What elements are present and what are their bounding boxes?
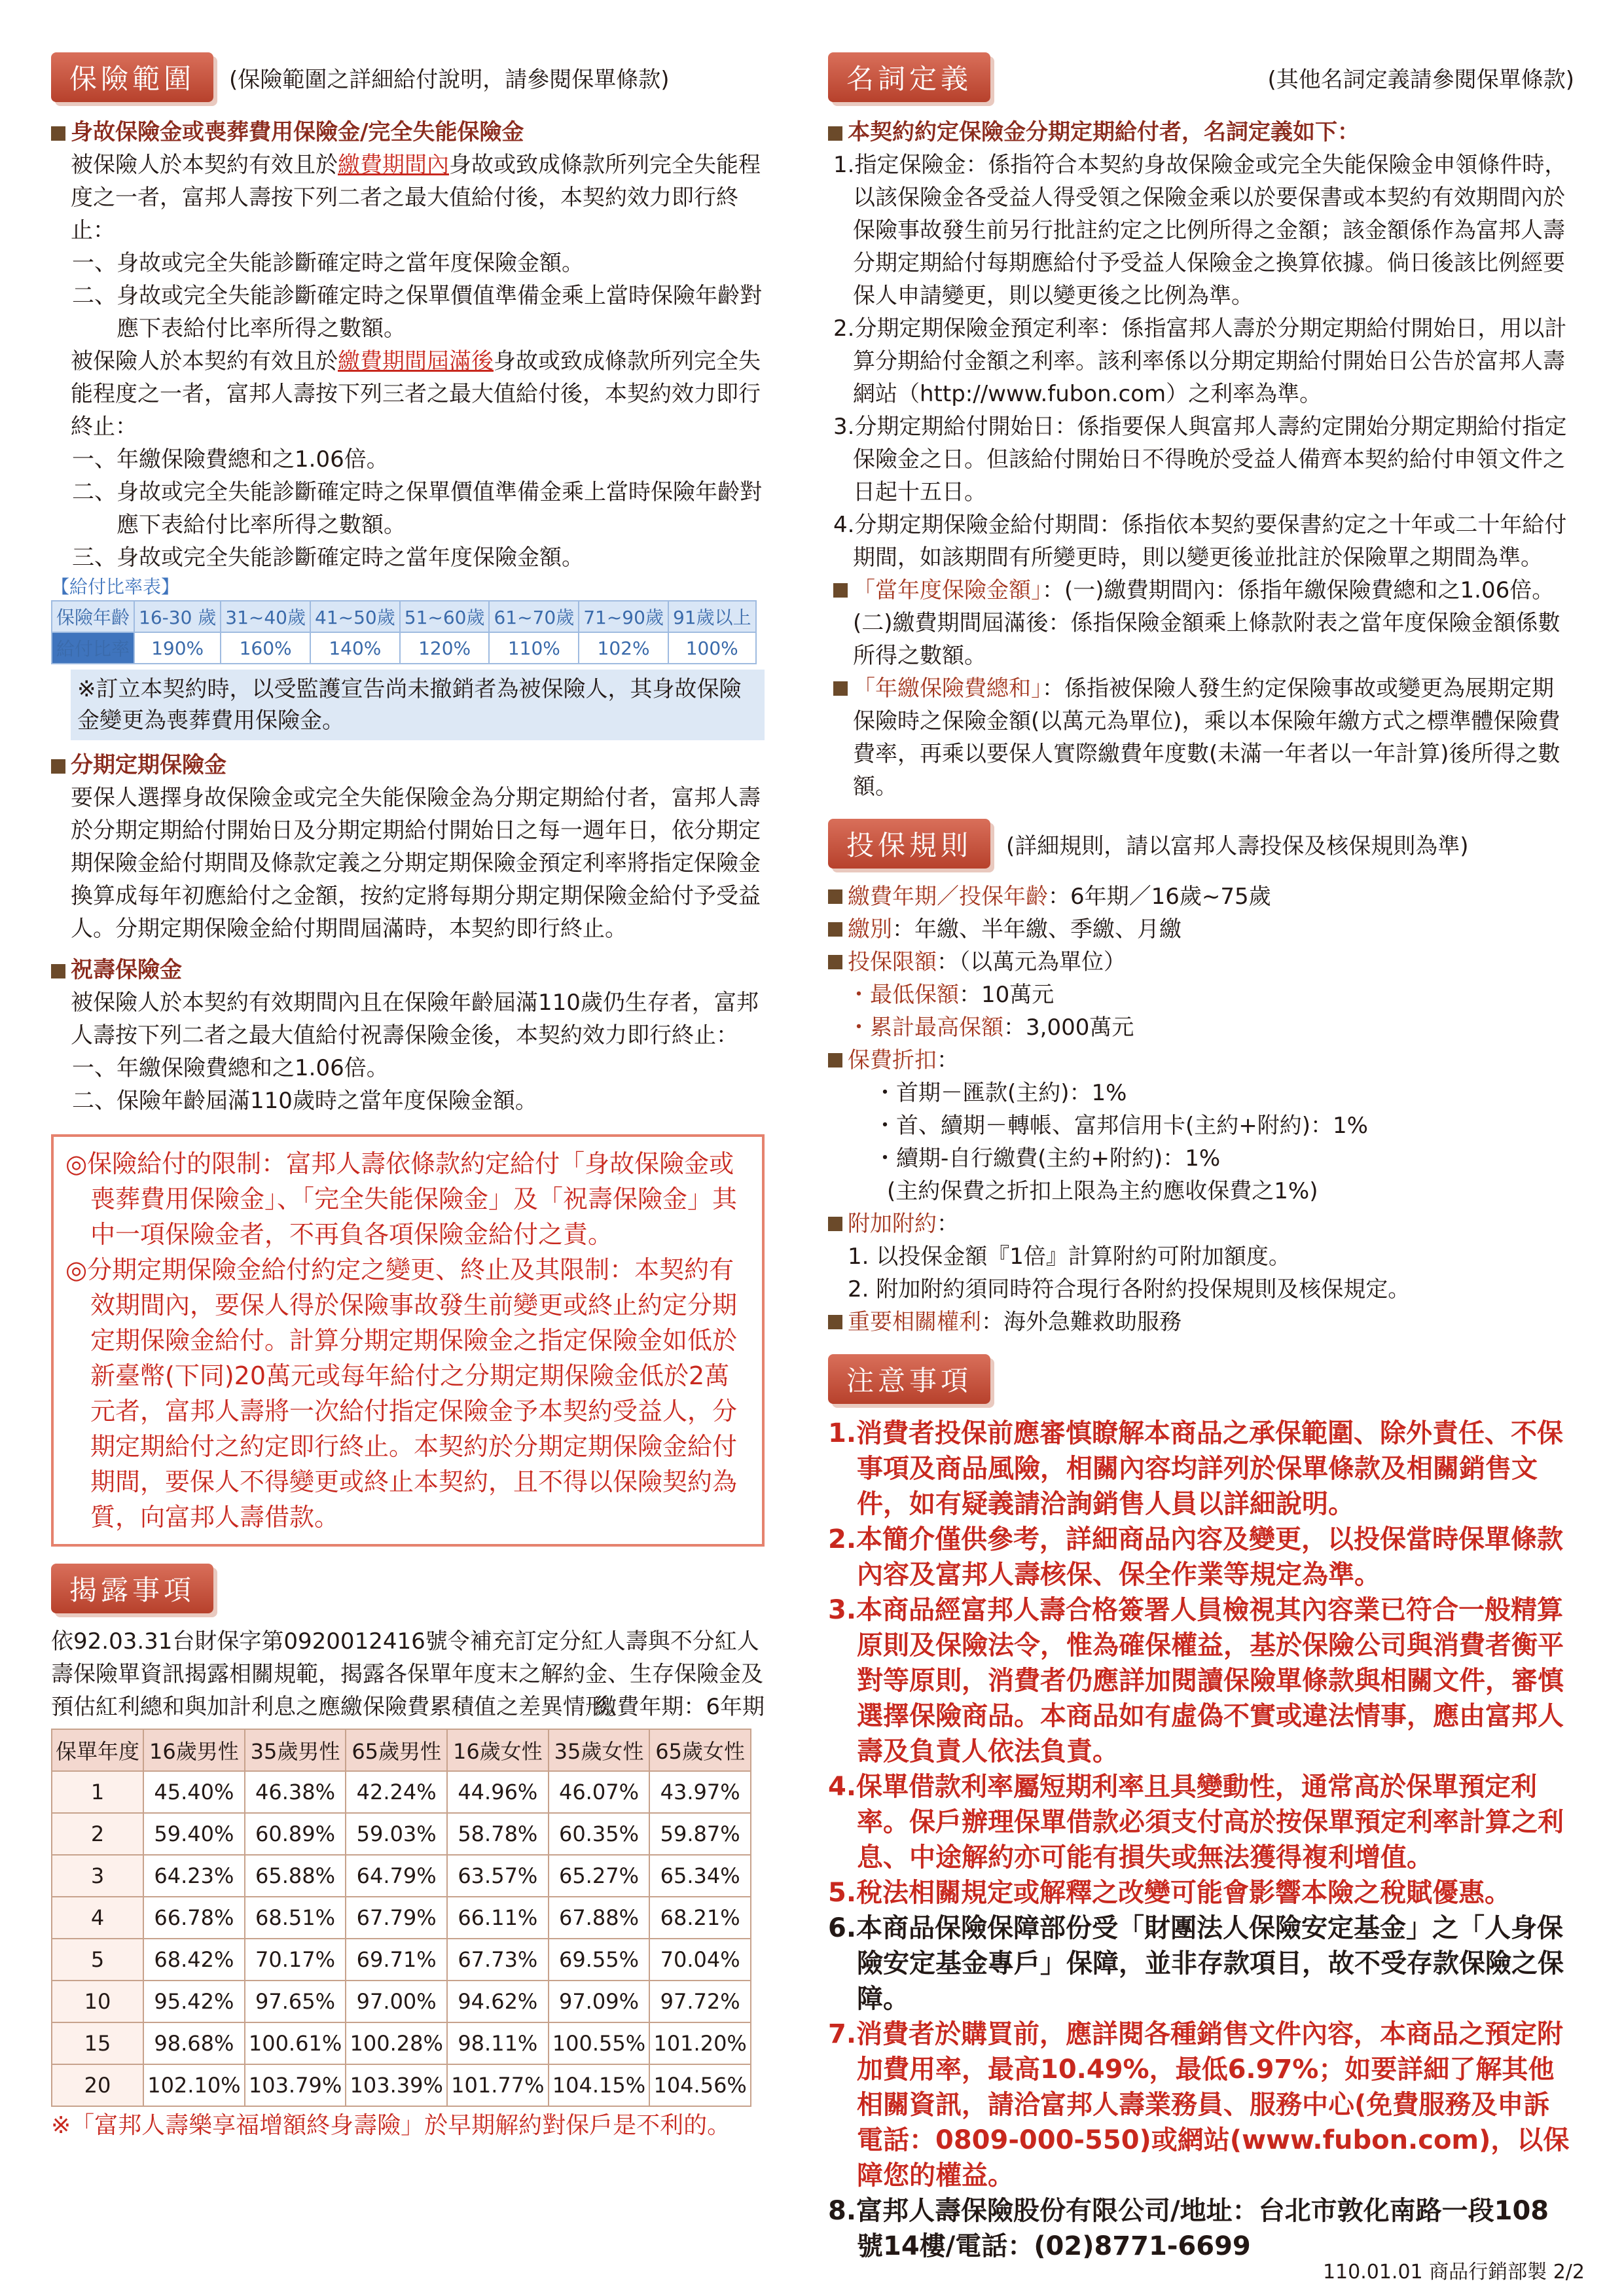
death-item: 一、年繳保險費總和之1.06倍。 bbox=[72, 446, 389, 473]
table-cell: 69.55% bbox=[549, 1939, 650, 1981]
table-cell: 15 bbox=[52, 2022, 143, 2064]
attention-item: 2.本簡介僅供參考，詳細商品內容及變更，以投保當時保單條款內容及富邦人壽核保、保全作業等規定為準。 bbox=[828, 1524, 1564, 1590]
rate-note: ※訂立本契約時，以受監護宣告尚未撤銷者為被保險人，其身故保險金變更為喪葬費用保險金。 bbox=[71, 670, 765, 740]
table-row bbox=[52, 1939, 751, 1981]
limit-item: ◎保險給付的限制：富邦人壽依條款約定給付「身故保險金或喪葬費用保險金」、「完全失能保險金」及「祝壽保險金」其中一項保險金者，不再負各項保險金給付之責。 bbox=[65, 1149, 738, 1249]
definition-item: 3.分期定期給付開始日：係指要保人與富邦人壽約定開始分期定期給付指定保險金之日。但該給付開始日不得晚於受益人備齊本契約給付申領文件之日起十五日。 bbox=[833, 414, 1567, 505]
table-cell: 20 bbox=[52, 2064, 143, 2106]
disclosure-text: 依92.03.31台財保字第0920012416號令補充訂定分紅人壽與不分紅人壽保險單資訊揭露相關規範，揭露各保單年度末之解約金、生存保險金及預估紅利總和與加計利息之應繳保險費累積值之差異情形。 bbox=[51, 1628, 763, 1720]
table-header-cell: 35歲女性 bbox=[549, 1729, 650, 1771]
rate-value-cell: 102% bbox=[579, 632, 668, 664]
rule-item: 投保限額：（以萬元為單位） bbox=[828, 946, 1574, 978]
attention-item: 6.本商品保險保障部份受「財團法人保險安定基金」之「人身保險安定基金專戶」保障，並非存款項目，故不受存款保險之保障。 bbox=[828, 1913, 1564, 2014]
rate-table-caption: 【給付比率表】 bbox=[51, 576, 180, 598]
rate-value-cell: 190% bbox=[134, 632, 221, 664]
death-item: 一、身故或完全失能診斷確定時之當年度保險金額。 bbox=[72, 250, 584, 276]
table-cell: 64.79% bbox=[346, 1855, 447, 1897]
square-bullet-icon bbox=[828, 126, 842, 141]
definition-item: 「年繳保險費總和」：係指被保險人發生約定保險事故或變更為展期定期保險時之保險金額(以萬元為單位)，乘以本保險年繳方式之標準體保險費費率，再乘以要保人實際繳費年度數(未滿一年者以一年計算)後所得之數額。 bbox=[828, 672, 1574, 803]
limits-box bbox=[51, 1134, 765, 1547]
table-cell: 59.87% bbox=[649, 1813, 751, 1855]
table-cell: 100.61% bbox=[245, 2022, 346, 2064]
table-header-row bbox=[52, 1729, 751, 1771]
rule-subitem: ・累計最高保額：3,000萬元 bbox=[848, 1014, 1134, 1041]
rule-subitem: 1. 以投保金額『1倍』計算附約可附加額度。 bbox=[848, 1244, 1291, 1270]
table-cell: 68.21% bbox=[649, 1897, 751, 1939]
table-cell: 100.28% bbox=[346, 2022, 447, 2064]
table-cell: 5 bbox=[52, 1939, 143, 1981]
table-cell: 70.17% bbox=[245, 1939, 346, 1981]
definitions-title: 本契約約定保險金分期定期給付者，名詞定義如下： bbox=[828, 114, 1574, 146]
coverage-note: (保險範圍之詳細給付說明，請參閱保單條款) bbox=[229, 66, 670, 93]
table-row bbox=[52, 1813, 751, 1855]
death-item: 三、身故或完全失能診斷確定時之當年度保險金額。 bbox=[72, 545, 584, 571]
table-row bbox=[52, 1897, 751, 1939]
attention-item: 3.本商品經富邦人壽合格簽署人員檢視其內容業已符合一般精算原則及保險法令，惟為確保權益，基於保險公司與消費者衡平對等原則，消費者仍應詳加閱讀保險單條款與相關文件，審慎選擇保險商品。本商品如有虛偽不實或違法情事，應由富邦人壽及負責人依法負責。 bbox=[828, 1595, 1564, 1767]
table-cell: 59.40% bbox=[143, 1813, 245, 1855]
payment-period: 繳費年期：6年期 bbox=[594, 1694, 765, 1720]
table-cell: 43.97% bbox=[649, 1771, 751, 1813]
table-cell: 104.56% bbox=[649, 2064, 751, 2106]
installment-title: 分期定期保險金 bbox=[51, 747, 765, 779]
table-cell: 97.00% bbox=[346, 1981, 447, 2022]
table-header-cell: 16歲男性 bbox=[143, 1729, 245, 1771]
square-bullet-icon bbox=[51, 964, 65, 978]
table-cell: 44.96% bbox=[447, 1771, 549, 1813]
rule-subitem: ・續期-自行繳費(主約+附約)：1% bbox=[874, 1145, 1221, 1172]
rate-age-cell: 51~60歲 bbox=[400, 601, 490, 632]
attention-header bbox=[828, 1354, 1574, 1404]
installment-text: 要保人選擇身故保險金或完全失能保險金為分期定期給付者，富邦人壽於分期定期給付開始日及分期定期給付開始日之每一週年日，依分期定期保險金給付期間及條款定義之分期定期保險金預定利率將指定保險金換算成每年初應給付之金額，按約定將每期分期定期保險金給付予受益人。分期定期保險金給付期間屆滿時，本契約即行終止。 bbox=[71, 785, 761, 942]
rule-item: 保費折扣： bbox=[828, 1044, 1574, 1077]
table-cell: 98.11% bbox=[447, 2022, 549, 2064]
disclosure-table bbox=[51, 1729, 751, 2107]
table-row bbox=[52, 1981, 751, 2022]
table-cell: 104.15% bbox=[549, 2064, 650, 2106]
table-row bbox=[52, 2064, 751, 2106]
square-bullet-icon bbox=[51, 126, 65, 141]
table-cell: 95.42% bbox=[143, 1981, 245, 2022]
table-cell: 60.35% bbox=[549, 1813, 650, 1855]
rate-age-cell: 31~40歲 bbox=[221, 601, 310, 632]
rate-value-cell: 160% bbox=[221, 632, 310, 664]
rate-age-cell: 41~50歲 bbox=[310, 601, 400, 632]
table-header-cell: 65歲男性 bbox=[346, 1729, 447, 1771]
attention-body bbox=[828, 1416, 1574, 2264]
definitions-header bbox=[828, 52, 1574, 102]
rules-body bbox=[828, 880, 1574, 1338]
rate-age-cell: 61~70歲 bbox=[489, 601, 579, 632]
table-cell: 66.78% bbox=[143, 1897, 245, 1939]
table-header-cell: 65歲女性 bbox=[649, 1729, 751, 1771]
rate-value-cell: 120% bbox=[400, 632, 490, 664]
table-cell: 103.79% bbox=[245, 2064, 346, 2106]
death-item: 二、身故或完全失能診斷確定時之保單價值準備金乘上當時保險年齡對應下表給付比率所得之數額。 bbox=[72, 479, 762, 538]
table-cell: 67.79% bbox=[346, 1897, 447, 1939]
table-cell: 101.77% bbox=[447, 2064, 549, 2106]
table-cell: 67.73% bbox=[447, 1939, 549, 1981]
table-header-cell: 16歲女性 bbox=[447, 1729, 549, 1771]
definition-item: 4.分期定期保險金給付期間：係指依本契約要保書約定之十年或二十年給付期間，如該期間有所變更時，則以變更後並批註於保險單之期間為準。 bbox=[833, 512, 1567, 571]
death-benefit-para1: 被保險人於本契約有效且於繳費期間內身故或致成條款所列完全失能程度之一者，富邦人壽按下列二者之最大值給付後，本契約效力即行終止： bbox=[71, 152, 761, 243]
table-row bbox=[52, 1855, 751, 1897]
definition-item: 1.指定保險金：係指符合本契約身故保險金或完全失能保險金申領條件時，以該保險金各受益人得受領之保險金乘以於要保書或本契約有效期間內於保險事故發生前另行批註約定之比例所得之金額；該金額係作為富邦人壽分期定期給付每期應給付予受益人保險金之換算依據。倘日後該比例經要保人申請變更，則以變更後之比例為準。 bbox=[833, 152, 1567, 309]
attention-item: 5.稅法相關規定或解釋之改變可能會影響本險之稅賦優惠。 bbox=[828, 1878, 1511, 1908]
definition-item: 2.分期定期保險金預定利率：係指富邦人壽於分期定期給付開始日，用以計算分期給付金額之利率。該利率係以分期定期給付開始日公告於富邦人壽網站（http://www.fubon.com）之利率為準。 bbox=[833, 315, 1567, 407]
table-cell: 60.89% bbox=[245, 1813, 346, 1855]
rule-subitem: ・首期－匯款(主約)：1% bbox=[874, 1080, 1127, 1106]
table-cell: 66.11% bbox=[447, 1897, 549, 1939]
table-cell: 1 bbox=[52, 1771, 143, 1813]
longevity-item: 一、年繳保險費總和之1.06倍。 bbox=[72, 1055, 389, 1081]
table-cell: 2 bbox=[52, 1813, 143, 1855]
table-cell: 100.55% bbox=[549, 2022, 650, 2064]
table-header-cell: 35歲男性 bbox=[245, 1729, 346, 1771]
definition-item: 「當年度保險金額」：(一)繳費期間內：係指年繳保險費總和之1.06倍。(二)繳費期間屆滿後：係指保險金額乘上條款附表之當年度保險金額係數所得之數額。 bbox=[828, 574, 1574, 672]
table-cell: 97.72% bbox=[649, 1981, 751, 2022]
table-cell: 63.57% bbox=[447, 1855, 549, 1897]
rate-age-cell: 16-30 歲 bbox=[134, 601, 221, 632]
attention-item: 1.消費者投保前應審慎瞭解本商品之承保範圍、除外責任、不保事項及商品風險，相關內容均詳列於保單條款及相關銷售文件，如有疑義請洽詢銷售人員以詳細說明。 bbox=[828, 1418, 1564, 1519]
table-cell: 69.71% bbox=[346, 1939, 447, 1981]
coverage-header bbox=[51, 52, 765, 102]
table-cell: 68.42% bbox=[143, 1939, 245, 1981]
table-row bbox=[52, 2022, 751, 2064]
rate-value-cell: 100% bbox=[668, 632, 756, 664]
table-cell: 98.68% bbox=[143, 2022, 245, 2064]
definitions-tag: 名詞定義 bbox=[828, 52, 990, 102]
definitions-body bbox=[828, 114, 1574, 803]
rule-item: 附加附約： bbox=[828, 1208, 1574, 1240]
table-cell: 97.65% bbox=[245, 1981, 346, 2022]
rate-age-cell: 91歲以上 bbox=[668, 601, 756, 632]
longevity-title: 祝壽保險金 bbox=[51, 952, 765, 984]
table-cell: 58.78% bbox=[447, 1813, 549, 1855]
rate-age-cell: 71~90歲 bbox=[579, 601, 668, 632]
table-cell: 103.39% bbox=[346, 2064, 447, 2106]
table-cell: 65.27% bbox=[549, 1855, 650, 1897]
early-surrender-warning: ※「富邦人壽樂享福增額終身壽險」於早期解約對保戶是不利的。 bbox=[51, 2112, 731, 2139]
rule-subitem: ・最低保額：10萬元 bbox=[848, 982, 1055, 1008]
footer: 110.01.01 商品行銷部製 2/2 bbox=[1322, 2261, 1585, 2284]
table-cell: 42.24% bbox=[346, 1771, 447, 1813]
table-cell: 67.88% bbox=[549, 1897, 650, 1939]
table-header-cell: 保單年度 bbox=[52, 1729, 143, 1771]
table-cell: 10 bbox=[52, 1981, 143, 2022]
death-benefit-title: 身故保險金或喪葬費用保險金/完全失能保險金 bbox=[51, 114, 765, 146]
rule-subitem: (主約保費之折扣上限為主約應收保費之1%) bbox=[887, 1178, 1318, 1204]
table-cell: 46.07% bbox=[549, 1771, 650, 1813]
rule-item: 重要相關權利：海外急難救助服務 bbox=[828, 1306, 1574, 1338]
rate-value-cell: 110% bbox=[489, 632, 579, 664]
longevity-text: 被保險人於本契約有效期間內且在保險年齡屆滿110歲仍生存者，富邦人壽按下列二者之最大值給付祝壽保險金後，本契約效力即行終止： bbox=[71, 990, 759, 1049]
left-column bbox=[51, 52, 765, 2141]
right-column bbox=[828, 52, 1574, 2264]
table-cell: 65.34% bbox=[649, 1855, 751, 1897]
rate-value-cell: 140% bbox=[310, 632, 400, 664]
table-cell: 102.10% bbox=[143, 2064, 245, 2106]
table-cell: 4 bbox=[52, 1897, 143, 1939]
table-cell: 68.51% bbox=[245, 1897, 346, 1939]
table-cell: 65.88% bbox=[245, 1855, 346, 1897]
attention-tag: 注意事項 bbox=[828, 1354, 990, 1404]
table-cell: 3 bbox=[52, 1855, 143, 1897]
rule-item: 繳費年期／投保年齡：6年期／16歲~75歲 bbox=[828, 880, 1574, 913]
coverage-tag: 保險範圍 bbox=[51, 52, 213, 102]
rules-tag: 投保規則 bbox=[828, 819, 990, 869]
definitions-note: (其他名詞定義請參閱保單條款) bbox=[1267, 66, 1574, 93]
attention-item: 7.消費者於購買前，應詳閱各種銷售文件內容，本商品之預定附加費用率，最高10.49%，最低6.97%；如要詳細了解其他相關資訊，請洽富邦人壽業務員、服務中心(免費服務及申訴電話：0809-000-550)或網站(www.fubon.com)，以保障您的權益。 bbox=[828, 2019, 1570, 2191]
attention-item: 8.富邦人壽保險股份有限公司/地址：台北市敦化南路一段108號14樓/電話：(02)8771-6699 bbox=[828, 2196, 1549, 2261]
table-cell: 46.38% bbox=[245, 1771, 346, 1813]
table-cell: 70.04% bbox=[649, 1939, 751, 1981]
rule-subitem: 2. 附加附約須同時符合現行各附約投保規則及核保規定。 bbox=[848, 1276, 1411, 1302]
table-cell: 59.03% bbox=[346, 1813, 447, 1855]
table-row bbox=[52, 1771, 751, 1813]
rules-note: (詳細規則，請以富邦人壽投保及核保規則為準) bbox=[1006, 833, 1469, 859]
payout-rate-table bbox=[51, 600, 757, 664]
rules-header bbox=[828, 819, 1574, 869]
rate-row-header: 保險年齡 bbox=[52, 601, 134, 632]
limit-item: ◎分期定期保險金給付約定之變更、終止及其限制：本契約有效期間內，要保人得於保險事故發生前變更或終止約定分期定期保險金給付。計算分期定期保險金之指定保險金如低於新臺幣(下同)20萬元或每年給付之分期定期保險金低於2萬元者，富邦人壽將一次給付指定保險金予本契約受益人，分期定期給付之約定即行終止。本契約於分期定期保險金給付期間，要保人不得變更或終止本契約，且不得以保險契約為質，向富邦人壽借款。 bbox=[65, 1255, 738, 1532]
table-cell: 45.40% bbox=[143, 1771, 245, 1813]
longevity-item: 二、保險年齡屆滿110歲時之當年度保險金額。 bbox=[72, 1088, 537, 1114]
table-cell: 101.20% bbox=[649, 2022, 751, 2064]
disclosure-header bbox=[51, 1564, 765, 1613]
rate-row-header: 給付比率 bbox=[52, 632, 134, 664]
rule-item: 繳別：年繳、半年繳、季繳、月繳 bbox=[828, 913, 1574, 946]
disclosure-tag: 揭露事項 bbox=[51, 1564, 213, 1613]
table-cell: 97.09% bbox=[549, 1981, 650, 2022]
table-cell: 94.62% bbox=[447, 1981, 549, 2022]
square-bullet-icon bbox=[51, 759, 65, 774]
rule-subitem: ・首、續期－轉帳、富邦信用卡(主約+附約)：1% bbox=[874, 1113, 1368, 1139]
death-benefit-para2: 被保險人於本契約有效且於繳費期間屆滿後身故或致成條款所列完全失能程度之一者，富邦人壽按下列三者之最大值給付後，本契約效力即行終止： bbox=[71, 348, 761, 440]
table-cell: 64.23% bbox=[143, 1855, 245, 1897]
attention-item: 4.保單借款利率屬短期利率且具變動性，通常高於保單預定利率。保戶辦理保單借款必須支付高於按保單預定利率計算之利息、中途解約亦可能有損失或無法獲得複利增值。 bbox=[828, 1772, 1564, 1873]
death-item: 二、身故或完全失能診斷確定時之保單價值準備金乘上當時保險年齡對應下表給付比率所得之數額。 bbox=[72, 283, 762, 342]
